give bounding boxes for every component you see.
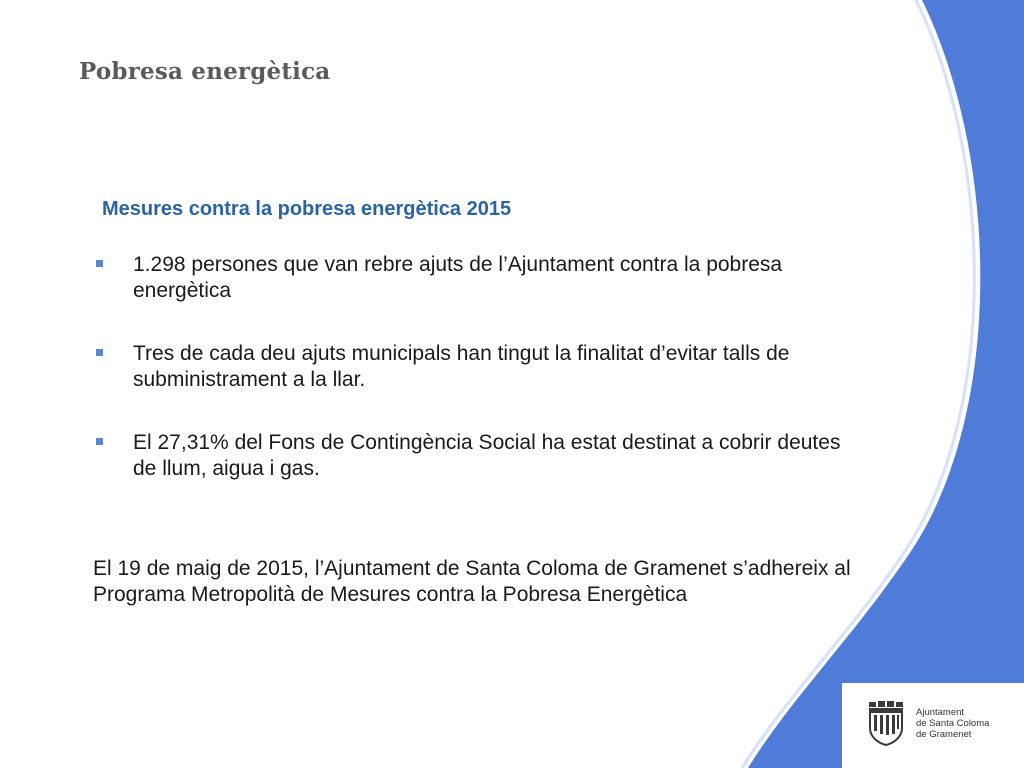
municipal-logo xyxy=(866,700,989,746)
square-bullet-icon xyxy=(96,260,103,267)
logo-wordmark xyxy=(916,707,989,740)
bullet-text: 1.298 persones que van rebre ajuts de l’Ajuntament contra la pobresa energètica xyxy=(133,253,783,302)
slide-subtitle: Mesures contra la pobresa energètica 2015 xyxy=(102,198,512,220)
logo-line: Ajuntament xyxy=(916,706,965,718)
logo-line: de Gramenet xyxy=(916,728,972,740)
bullet-item xyxy=(95,430,865,482)
bullet-list xyxy=(95,252,865,519)
adhesion-note: El 19 de maig de 2015, l’Ajuntament de Santa Coloma de Gramenet s’adhereix al Programa Metropolità de Mesures contra la Pobresa Energètica xyxy=(93,557,851,606)
slide-title: Pobresa energètica xyxy=(79,58,331,85)
square-bullet-icon xyxy=(96,438,103,445)
square-bullet-icon xyxy=(96,349,103,356)
bullet-text: Tres de cada deu ajuts municipals han tingut la finalitat d’evitar talls de subministrament a la llar. xyxy=(133,342,790,391)
bullet-item xyxy=(95,252,865,304)
logo-line: de Santa Coloma xyxy=(916,717,990,729)
municipal-crest-icon xyxy=(866,700,906,746)
bullet-text: El 27,31% del Fons de Contingència Social ha estat destinat a cobrir deutes de llum, aigua i gas. xyxy=(133,431,841,480)
bullet-item xyxy=(95,341,865,393)
